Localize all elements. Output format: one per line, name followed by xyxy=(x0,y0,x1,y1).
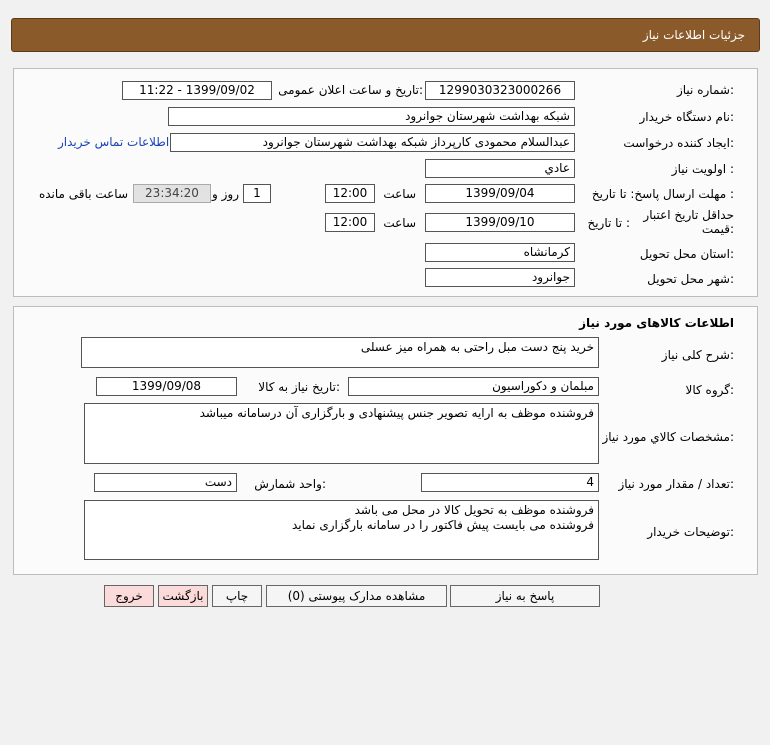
buyer-notes-field xyxy=(84,500,599,560)
city-field: جوانرود xyxy=(425,268,575,287)
summary-label: شرح کلی نیاز: xyxy=(661,348,734,362)
validity-time-field: 12:00 xyxy=(325,213,375,232)
remaining-days-field: 1 xyxy=(243,184,271,203)
need-info-panel xyxy=(13,68,758,297)
print-button[interactable]: چاپ xyxy=(212,585,262,607)
back-button[interactable]: بازگشت xyxy=(158,585,208,607)
need-number-label: شماره نیاز: xyxy=(676,83,734,97)
validity-time-label: ساعت xyxy=(383,216,416,230)
need-date-label: تاریخ نیاز به کالا: xyxy=(258,380,340,394)
requester-field: عبدالسلام محمودی کارپرداز شبکه بهداشت شهرستان جوانرود xyxy=(170,133,575,152)
reply-button[interactable]: پاسخ به نیاز xyxy=(450,585,600,607)
need-number-field: 1299030323000266 xyxy=(425,81,575,100)
requester-label: ایجاد کننده درخواست: xyxy=(623,136,734,150)
attachments-button[interactable]: مشاهده مدارک پیوستی (0) xyxy=(266,585,447,607)
qty-label: تعداد / مقدار مورد نیاز: xyxy=(618,477,734,491)
validity-label-1: حداقل تاریخ اعتبار xyxy=(643,208,734,222)
specs-field: فروشنده موظف به ارایه تصویر جنس پیشنهادی و بارگزاری آن درسامانه میباشد xyxy=(84,403,599,464)
priority-field: عادي xyxy=(425,159,575,178)
buyer-notes-label: توضیحات خریدار: xyxy=(647,525,734,539)
remaining-label: ساعت باقی مانده xyxy=(38,187,128,201)
exit-button[interactable]: خروج xyxy=(104,585,154,607)
page-title: جزئیات اطلاعات نیاز xyxy=(642,28,745,42)
goods-group-field: مبلمان و دکوراسیون xyxy=(348,377,599,396)
need-date-field: 1399/09/08 xyxy=(96,377,237,396)
buyer-notes-line-2: فروشنده می بایست پیش فاکتور را در سامانه بارگزاری نماید xyxy=(291,518,594,532)
announce-datetime-field: 1399/09/02 - 11:22 xyxy=(122,81,272,100)
validity-label-2: قیمت: xyxy=(701,222,734,236)
remaining-time-field: 23:34:20 xyxy=(133,184,211,203)
goods-section-title: اطلاعات کالاهای مورد نیاز xyxy=(579,316,734,330)
buyer-notes-line-1: فروشنده موظف به تحویل کالا در محل می باشد xyxy=(354,503,594,517)
buyer-contact-link[interactable]: اطلاعات تماس خریدار xyxy=(58,135,170,149)
validity-until-label: تا تاریخ : xyxy=(587,216,630,230)
unit-field: دست xyxy=(94,473,237,492)
unit-label: واحد شمارش: xyxy=(254,477,326,491)
province-field: کرمانشاه xyxy=(425,243,575,262)
province-label: استان محل تحویل: xyxy=(639,247,734,261)
deadline-time-label: ساعت xyxy=(383,187,416,201)
page-header xyxy=(11,18,760,52)
buyer-org-label: نام دستگاه خریدار: xyxy=(639,110,734,124)
goods-group-label: گروه کالا: xyxy=(685,383,734,397)
priority-label: اولویت نیاز : xyxy=(671,162,734,176)
deadline-time-field: 12:00 xyxy=(325,184,375,203)
specs-label: مشخصات کالاي مورد نياز: xyxy=(602,430,734,444)
validity-date-field: 1399/09/10 xyxy=(425,213,575,232)
deadline-label: مهلت ارسال پاسخ: تا تاریخ : xyxy=(591,187,734,201)
summary-field: خرید پنج دست مبل راحتی به همراه میز عسلی xyxy=(81,337,599,368)
city-label: شهر محل تحویل: xyxy=(647,272,734,286)
buyer-org-field: شبکه بهداشت شهرستان جوانرود xyxy=(168,107,575,126)
qty-field: 4 xyxy=(421,473,599,492)
announce-datetime-label: تاریخ و ساعت اعلان عمومی: xyxy=(278,83,423,97)
deadline-date-field: 1399/09/04 xyxy=(425,184,575,203)
days-label: روز و xyxy=(212,187,239,201)
